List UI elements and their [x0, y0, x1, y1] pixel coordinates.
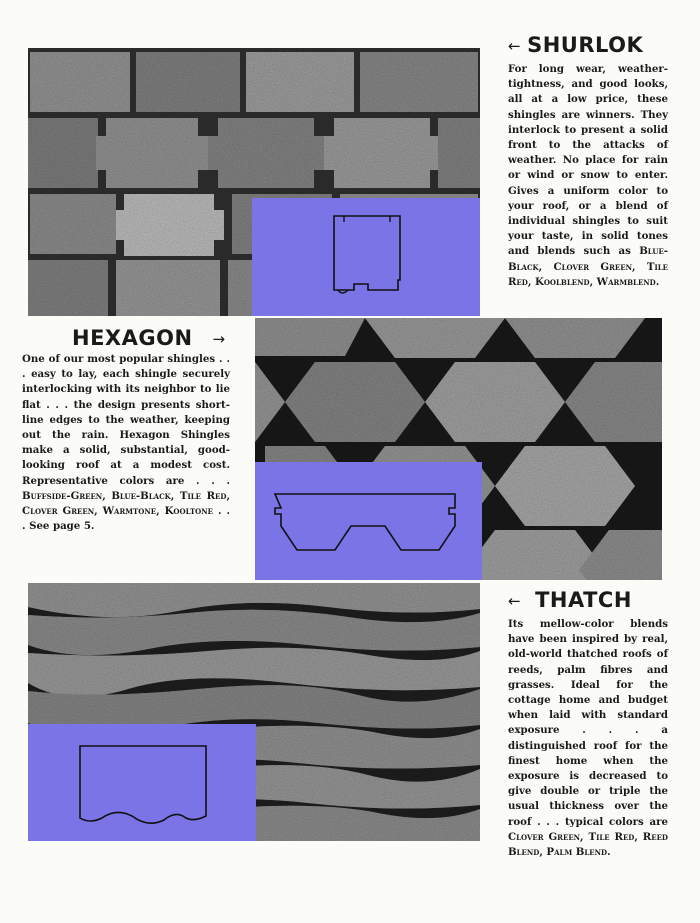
thatch-colors: Clover Green, Tile Red, Reed Blend, Palm Blend. — [508, 830, 668, 859]
shurlok-shingle-diagram — [252, 198, 480, 316]
right-arrow-icon: → — [212, 330, 226, 348]
thatch-title: ← THATCH — [508, 588, 632, 612]
hexagon-colors: Buffside-Green, Blue-Black, Tile Red, Clover Green, Warmtone, Kooltone . . . — [22, 489, 230, 533]
left-arrow-icon: ← — [508, 37, 522, 55]
hexagon-see-page: See page 5. — [29, 520, 95, 533]
hexagon-title: HEXAGON → — [72, 326, 226, 350]
shurlok-description: For long wear, weather-tightness, and good looks, all at a low price, these shingles are winners. They interlock to present a solid front to the attacks of weather. No place for rain or wind or snow to enter. Gives a uniform color to your roof, or a blend of individual shingles to suit your taste, in solid tones and blends such as Blue-Black, Clover Green, Tile Red, Koolblend, Warmblend. — [508, 63, 669, 288]
left-arrow-icon: ← — [508, 592, 522, 610]
shurlok-title: ← SHURLOK — [508, 33, 644, 57]
hexagon-shingle-diagram — [255, 462, 482, 580]
shurlok-colors: Blue-Black, Clover Green, Tile Red, Koolblend, Warmblend. — [508, 245, 669, 288]
thatch-description: Its mellow-color blends have been inspired by real, old-world thatched roofs of reeds, palm fibres and grasses. Ideal for the cottage home and budget when laid with standard exposure . . . a distinguished roof for the finest home when the exposure is decreased to give double or triple the usual thickness over the roof . . . typical colors are Clover Green, Tile Red, Reed Blend, Palm Blend. — [508, 618, 668, 859]
hexagon-description: One of our most popular shingles . . . easy to lay, each shingle securely interlocking with its neighbor to lie flat . . . the design presents short-line edges to the weather, keeping out the rain. Hexagon Shingles make a solid, substantial, good-looking roof at a modest cost. Representative colors are . . . Buffside-Green, Blue-Black, Tile Red, Clover Green, Warmtone, Kooltone . . . See page 5. — [22, 353, 230, 533]
thatch-shingle-diagram — [28, 724, 256, 841]
